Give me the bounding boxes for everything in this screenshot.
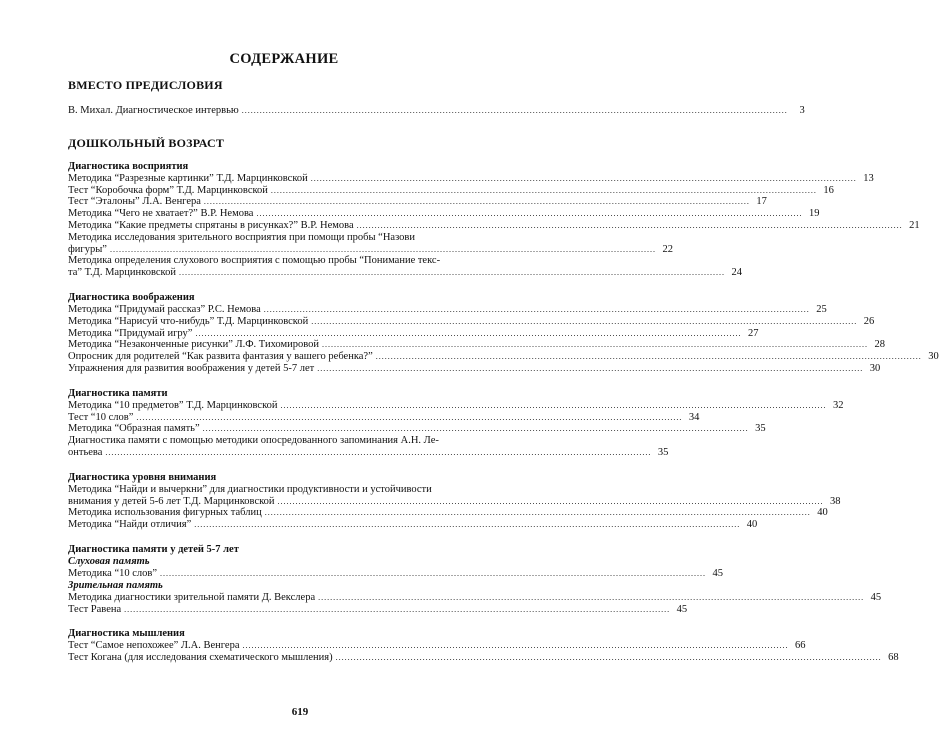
- toc-entry[interactable]: [68, 303, 827, 316]
- leader-dots: ......................................................................................................................................................................................: [256, 209, 803, 219]
- toc-entry[interactable]: [68, 423, 766, 435]
- toc-entry-label: Методика “Какие предметы спрятаны в рисунках?” В.Р. Немова: [68, 219, 354, 231]
- toc-entry-page: 45: [870, 591, 882, 603]
- toc-entry-page: 24: [731, 267, 742, 279]
- toc-entry-label: Методика “Чего не хватает?” В.Р. Немова: [68, 208, 254, 220]
- toc-entry-page: 25: [816, 303, 827, 315]
- toc-entry[interactable]: [68, 640, 806, 652]
- toc-entry-page: 40: [817, 507, 828, 519]
- subgroup-title-auditory: Слуховая память: [68, 555, 150, 567]
- toc-entry-page: 21: [909, 219, 920, 231]
- group-title-thinking: Диагностика мышления: [68, 628, 185, 640]
- toc-entry[interactable]: [68, 351, 939, 363]
- toc-entry[interactable]: [68, 362, 881, 375]
- toc-entry-label: Методика “Нарисуй что-нибудь” Т.Д. Марцинковской: [68, 315, 309, 327]
- leader-dots: ......................................................................................................................................................................................: [203, 197, 750, 207]
- toc-entry-label: Тест Равена: [68, 603, 122, 615]
- toc-entry-page: 3: [799, 105, 805, 116]
- toc-entry[interactable]: [68, 411, 700, 424]
- toc-entry-first-line[interactable]: Методика исследования зрительного восприятия при помощи пробы “Назови: [68, 231, 415, 243]
- leader-dots: ......................................................................................................................................................................................: [194, 520, 741, 530]
- group-title-memory-5-7: Диагностика памяти у детей 5-7 лет: [68, 543, 239, 555]
- toc-entry-page: 13: [863, 172, 874, 184]
- leader-dots: ......................................................................................................................................................................................: [280, 400, 827, 410]
- toc-entry-page: 32: [833, 399, 844, 411]
- page-title: СОДЕРЖАНИЕ: [229, 51, 339, 67]
- toc-entry[interactable]: [68, 219, 920, 232]
- group-title-memory: Диагностика памяти: [68, 387, 168, 399]
- leader-dots: ......................................................................................................................................................................................: [136, 412, 683, 422]
- toc-entry-first-line[interactable]: Диагностика памяти с помощью методики опосредованного запоминания А.Н. Ле-: [68, 435, 439, 447]
- toc-entry-label: Тест “Самое непохожее” Л.А. Венгера: [68, 640, 240, 652]
- leader-dots: ......................................................................................................................................................................................: [317, 363, 864, 373]
- toc-entry[interactable]: [68, 519, 758, 531]
- toc-entry-page: 45: [676, 603, 688, 615]
- toc-entry-page: 16: [823, 184, 834, 196]
- toc-entry-page: 27: [747, 327, 759, 339]
- leader-dots: ......................................................................................................................................................................................: [277, 496, 824, 506]
- leader-dots: ......................................................................................................................................................................................: [375, 352, 922, 362]
- toc-entry-label: В. Михал. Диагностическое интервью: [68, 105, 239, 116]
- toc-entry-page: 38: [830, 495, 841, 507]
- section-title-foreword: ВМЕСТО ПРЕДИСЛОВИЯ: [68, 78, 223, 92]
- leader-dots: ......................................................................................................................................................................................: [318, 592, 865, 602]
- toc-entry-page: 35: [755, 423, 766, 435]
- group-title-perception: Диагностика восприятия: [68, 160, 189, 172]
- toc-entry-first-line[interactable]: Методика “Найди и вычеркни” для диагностики продуктивности и устойчивости: [68, 483, 432, 495]
- toc-entry[interactable]: [68, 495, 841, 508]
- toc-entry[interactable]: [68, 196, 767, 208]
- toc-entry-page: 17: [756, 196, 767, 208]
- leader-dots: ......................................................................................................................................................................................: [322, 340, 868, 350]
- toc-entry-page: 28: [874, 339, 885, 351]
- toc-entry-label: Тест “Коробочка форм” Т.Д. Марцинковской: [68, 184, 268, 196]
- toc-entry[interactable]: [68, 327, 759, 340]
- toc-entry-label: Тест “Эталоны” Л.А. Венгера: [68, 196, 201, 208]
- leader-dots: ......................................................................................................................................................................................: [241, 106, 788, 115]
- leader-dots: ......................................................................................................................................................................................: [263, 304, 810, 314]
- toc-entry-label: Методика “Разрезные картинки” Т.Д. Марцинковской: [68, 172, 308, 184]
- toc-entry[interactable]: [68, 243, 673, 256]
- subgroup-title-visual: Зрительная память: [68, 579, 163, 591]
- toc-entry-label: внимания у детей 5-6 лет Т.Д. Марцинковской: [68, 495, 275, 507]
- toc-entry-page: 68: [888, 652, 899, 664]
- toc-entry[interactable]: [68, 507, 828, 519]
- toc-entry-page: 26: [863, 315, 875, 327]
- toc-entry[interactable]: [68, 208, 820, 220]
- toc-entry-page: 40: [746, 519, 758, 531]
- toc-entry-page: 45: [712, 567, 723, 579]
- toc-entry[interactable]: [68, 105, 805, 117]
- leader-dots: ......................................................................................................................................................................................: [242, 641, 789, 651]
- group-title-imagination: Диагностика воображения: [68, 291, 195, 303]
- toc-entry-first-line[interactable]: Методика определения слухового восприятия с помощью пробы “Понимание текс-: [68, 255, 441, 267]
- toc-entry-label: Методика использования фигурных таблиц: [68, 507, 262, 519]
- leader-dots: ......................................................................................................................................................................................: [195, 328, 742, 338]
- leader-dots: ......................................................................................................................................................................................: [264, 508, 811, 518]
- leader-dots: ......................................................................................................................................................................................: [270, 185, 817, 195]
- section-title-preschool: ДОШКОЛЬНЫЙ ВОЗРАСТ: [68, 135, 225, 150]
- toc-entry-label: Опросник для родителей “Как развита фантазия у вашего ребенка?”: [68, 351, 373, 363]
- toc-entry-page: 35: [657, 446, 669, 458]
- toc-entry-label: Методика “Найди отличия”: [68, 519, 192, 531]
- toc-entry-page: 22: [662, 243, 673, 255]
- toc-entry-page: 66: [795, 640, 806, 652]
- toc-entry-label: та” Т.Д. Марцинковской: [68, 267, 176, 279]
- group-title-attention: Диагностика уровня внимания: [68, 471, 217, 483]
- toc-entry-label: Методика “Придумай игру”: [68, 327, 193, 339]
- leader-dots: ......................................................................................................................................................................................: [311, 316, 858, 326]
- toc-entry[interactable]: [68, 603, 688, 616]
- toc-entry-label: Упражнения для развития воображения у детей 5-7 лет: [68, 362, 315, 374]
- toc-page: [68, 0, 939, 664]
- toc-entry-label: онтьева: [68, 446, 103, 458]
- toc-entry-label: Методика “Образная память”: [68, 423, 200, 435]
- toc-entry-label: Методика “10 слов”: [68, 567, 157, 579]
- toc-entry[interactable]: [68, 339, 885, 351]
- leader-dots: ......................................................................................................................................................................................: [335, 653, 882, 663]
- page-number: 619: [291, 706, 309, 718]
- toc-entry[interactable]: [68, 591, 882, 604]
- leader-dots: ......................................................................................................................................................................................: [124, 604, 671, 614]
- toc-entry[interactable]: [68, 315, 875, 328]
- toc-entry-label: Методика диагностики зрительной памяти Д. Векслера: [68, 591, 316, 603]
- toc-entry[interactable]: [68, 172, 874, 185]
- toc-entry-label: Методика “Незаконченные рисунки” Л.Ф. Тихомировой: [68, 339, 319, 351]
- leader-dots: ......................................................................................................................................................................................: [202, 424, 749, 434]
- leader-dots: ......................................................................................................................................................................................: [105, 447, 652, 457]
- toc-entry-page: 19: [808, 208, 820, 220]
- toc-entry-label: Тест “10 слов”: [68, 411, 134, 423]
- toc-entry[interactable]: [68, 399, 844, 412]
- toc-entry-page: 34: [688, 411, 700, 423]
- toc-entry-label: фигуры”: [68, 243, 107, 255]
- leader-dots: ......................................................................................................................................................................................: [160, 568, 706, 578]
- toc-entry[interactable]: [68, 652, 899, 664]
- leader-dots: ......................................................................................................................................................................................: [356, 220, 903, 230]
- toc-entry-page: 30: [869, 362, 881, 374]
- toc-entry-page: 30: [928, 351, 939, 363]
- leader-dots: ......................................................................................................................................................................................: [178, 268, 725, 278]
- toc-entry[interactable]: [68, 446, 669, 459]
- toc-entry-label: Методика “10 предметов” Т.Д. Марцинковской: [68, 399, 278, 411]
- toc-entry[interactable]: [68, 567, 723, 580]
- toc-entry[interactable]: [68, 267, 742, 279]
- toc-entry[interactable]: [68, 184, 834, 197]
- toc-entry-label: Тест Когана (для исследования схематического мышления): [68, 652, 333, 664]
- leader-dots: ......................................................................................................................................................................................: [109, 244, 656, 254]
- toc-entry-label: Методика “Придумай рассказ” Р.С. Немова: [68, 303, 261, 315]
- leader-dots: ......................................................................................................................................................................................: [310, 173, 857, 183]
